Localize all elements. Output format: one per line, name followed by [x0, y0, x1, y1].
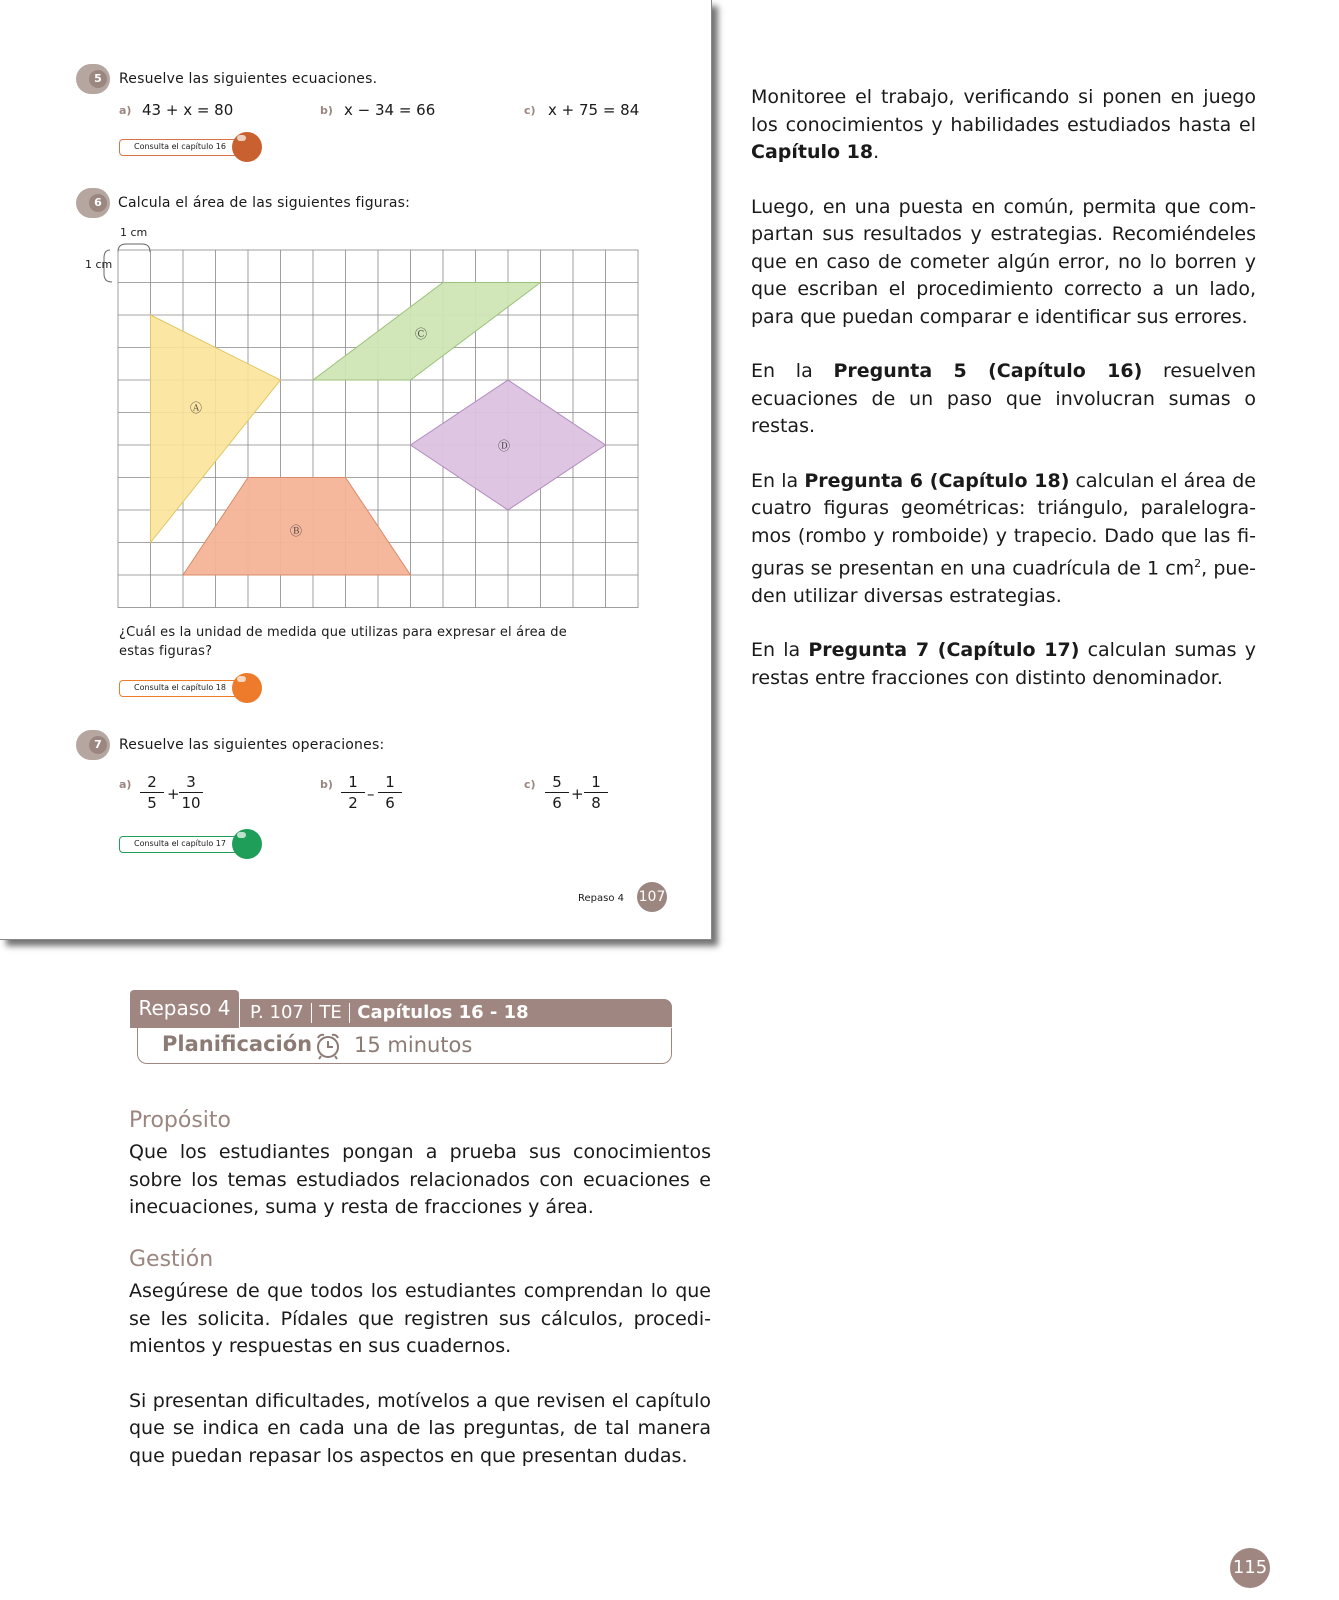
question-6-note: En la Pregunta 6 (Capítulo 18) calculan el área de cuatro figuras geométricas: triángulo, paralelogramos (rombo y romboide) y trapecio. Dado que las figuras se presentan en una cuadrícula de 1 $cm^2$, pueden utilizar diversas estrategias. [751, 469, 1257, 607]
gestion-title: Gestión [129, 1247, 214, 1272]
q5-consulta-icon [232, 132, 262, 162]
q7a-fraction-2: $\frac{3}{10}$ [179, 773, 203, 812]
q6-consulta-label: Consulta el capítulo 18 [119, 680, 239, 697]
grid-unit-top: 1 cm [120, 226, 148, 239]
shape-a-label: Ⓐ [190, 401, 203, 415]
sharing-paragraph: Luego, en una puesta en común, permita que compartan sus resultados y estrategias. Recomiéndeles que en caso de cometer algún error, no lo borren y que escriban el procedimiento correcto a un lado, para que puedan comparar e identificar sus errores. [751, 195, 1256, 328]
q7b-fraction-2: $\frac{1}{6}$ [378, 773, 402, 812]
shape-b-label: Ⓑ [290, 524, 303, 538]
q7a-fraction-1: $\frac{2}{5}$ [140, 773, 164, 812]
q7-item-b-label: b) [320, 778, 333, 791]
q7b-operator: – [367, 785, 375, 803]
planning-box [137, 1028, 672, 1064]
q6-consulta-icon [232, 673, 262, 703]
q7a-operator: + [167, 785, 180, 803]
shape-d-label: Ⓓ [498, 439, 511, 453]
q5-item-a: 43 + x = 80 [142, 101, 234, 119]
chapter-info-bar: P. 107 TE Capítulos 16 - 18 [240, 999, 672, 1027]
page-number: 115 [1230, 1548, 1270, 1588]
repaso-tag: Repaso 4 [130, 990, 239, 1028]
q5-item-c-label: c) [524, 104, 536, 117]
area-grid-figure [100, 232, 645, 612]
q6-question-line2: estas figuras? [119, 644, 213, 659]
q7-item-c-label: c) [524, 778, 536, 791]
student-page-panel [0, 0, 712, 940]
q7-item-a-label: a) [119, 778, 132, 791]
teacher-notes-right [751, 84, 1256, 719]
student-page-number: 107 [637, 882, 667, 912]
q5-item-b: x − 34 = 66 [344, 101, 436, 119]
proposito-title: Propósito [129, 1108, 231, 1133]
q5-item-c: x + 75 = 84 [548, 101, 640, 119]
q7c-operator: + [571, 785, 584, 803]
question-7-prompt: Resuelve las siguientes operaciones: [119, 737, 385, 753]
q7b-fraction-1: $\frac{1}{2}$ [341, 773, 365, 812]
q7c-fraction-2: $\frac{1}{8}$ [584, 773, 608, 812]
gestion-text: Asegúrese de que todos los estudiantes comprendan lo que se les solicita. Pídales que registren sus cálculos, procedimientos y respuestas en sus cuadernos. Si presentan dificultades, motívelos a que revisen el capítulo que se indica en cada una de las preguntas, de tal manera que puedan repasar los aspectos en que presentan dudas. [129, 1280, 711, 1467]
question-6-number: 6 [76, 188, 110, 218]
question-7-note: En la Pregunta 7 (Capítulo 17) calculan sumas y restas entre fracciones con distinto denominador. [751, 639, 1256, 689]
q5-consulta-label: Consulta el capítulo 16 [119, 139, 239, 156]
grid-unit-left: 1 cm [85, 258, 113, 271]
planning-time: 15 minutos [354, 1033, 473, 1057]
monitoring-paragraph: Monitoree el trabajo, verificando si ponen en juego los conocimientos y habilidades estudiados hasta el Capítulo 18. [751, 86, 1256, 163]
question-6-prompt: Calcula el área de las siguientes figuras: [118, 195, 411, 211]
question-7-number: 7 [76, 730, 110, 760]
student-page-footer-label: Repaso 4 [578, 893, 624, 904]
q5-item-a-label: a) [119, 104, 132, 117]
q7-consulta-label: Consulta el capítulo 17 [119, 836, 239, 853]
alarm-clock-icon [313, 1031, 343, 1061]
q7-consulta-icon [232, 829, 262, 859]
question-5-number: 5 [76, 64, 110, 94]
planning-title: Planificación [162, 1032, 313, 1056]
q6-question-line1: ¿Cuál es la unidad de medida que utilizas para expresar el área de [119, 625, 567, 640]
question-5-prompt: Resuelve las siguientes ecuaciones. [119, 71, 378, 87]
shape-c-label: Ⓒ [415, 327, 428, 341]
q7c-fraction-1: $\frac{5}{6}$ [545, 773, 569, 812]
q5-item-b-label: b) [320, 104, 333, 117]
proposito-text: Que los estudiantes pongan a prueba sus conocimientos sobre los temas estudiados relacionados con ecuaciones e inecuaciones, suma y resta de fracciones y área. [129, 1141, 711, 1218]
question-5-note: En la Pregunta 5 (Capítulo 16) resuelven ecuaciones de un paso que involucran sumas o restas. [751, 360, 1256, 437]
